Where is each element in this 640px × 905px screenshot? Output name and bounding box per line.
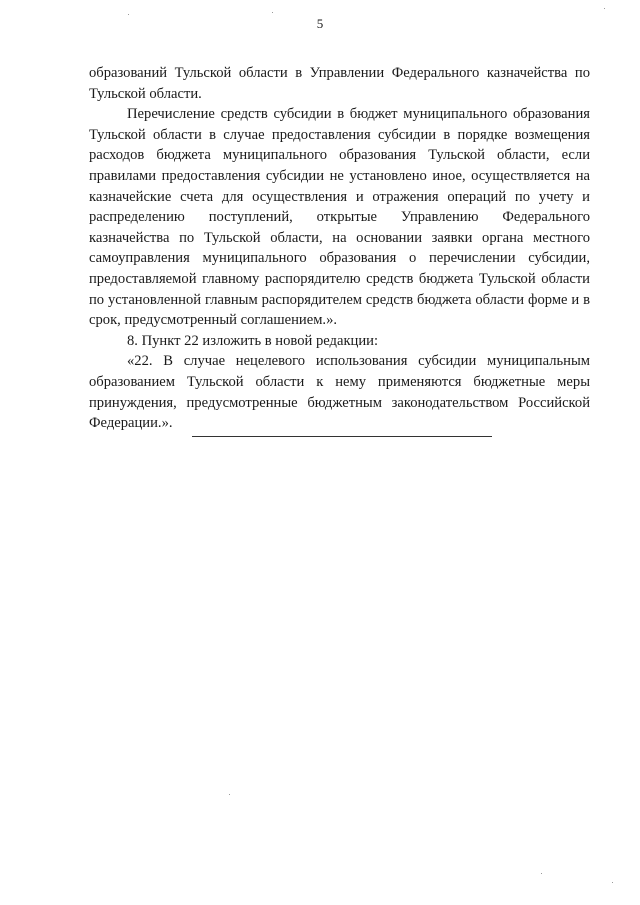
- scan-speck: [272, 12, 273, 13]
- closing-separator-line: [192, 436, 492, 437]
- scan-speck: [128, 14, 129, 15]
- document-body: [89, 63, 590, 434]
- scan-speck: [604, 8, 605, 9]
- paragraph-subsidy-transfer: Перечисление средств субсидии в бюджет муниципального образования Тульской области в случае предоставления субсидии в порядке возмещения расходов бюджета муниципального образования Тульской области, если правилами предоставления субсидии не установлено иное, осуществляется на казначейские счета для осуществления и отражения операций по учету и распределению поступлений, открытые Управлению Федерального казначейства по Тульской области, на основании заявки органа местного самоуправления муниципального образования о перечислении субсидии, предоставляемой главному распорядителю средств бюджета Тульской области по установленной главным распорядителем средств бюджета области форме и в срок, предусмотренный соглашением.».: [89, 106, 590, 329]
- scan-speck: [612, 882, 613, 883]
- scan-speck: [541, 873, 542, 874]
- paragraph-continuation: образований Тульской области в Управлении Федерального казначейства по Тульской области.: [89, 65, 590, 102]
- paragraph-item-8: 8. Пункт 22 изложить в новой редакции:: [127, 332, 379, 349]
- paragraph-item-22: «22. В случае нецелевого использования субсидии муниципальным образованием Тульской области к нему применяются бюджетные меры принуждения, предусмотренные бюджетным законодательством Российской Федерации.».: [89, 353, 590, 432]
- page-number: 5: [316, 16, 324, 31]
- scan-speck: [229, 794, 230, 795]
